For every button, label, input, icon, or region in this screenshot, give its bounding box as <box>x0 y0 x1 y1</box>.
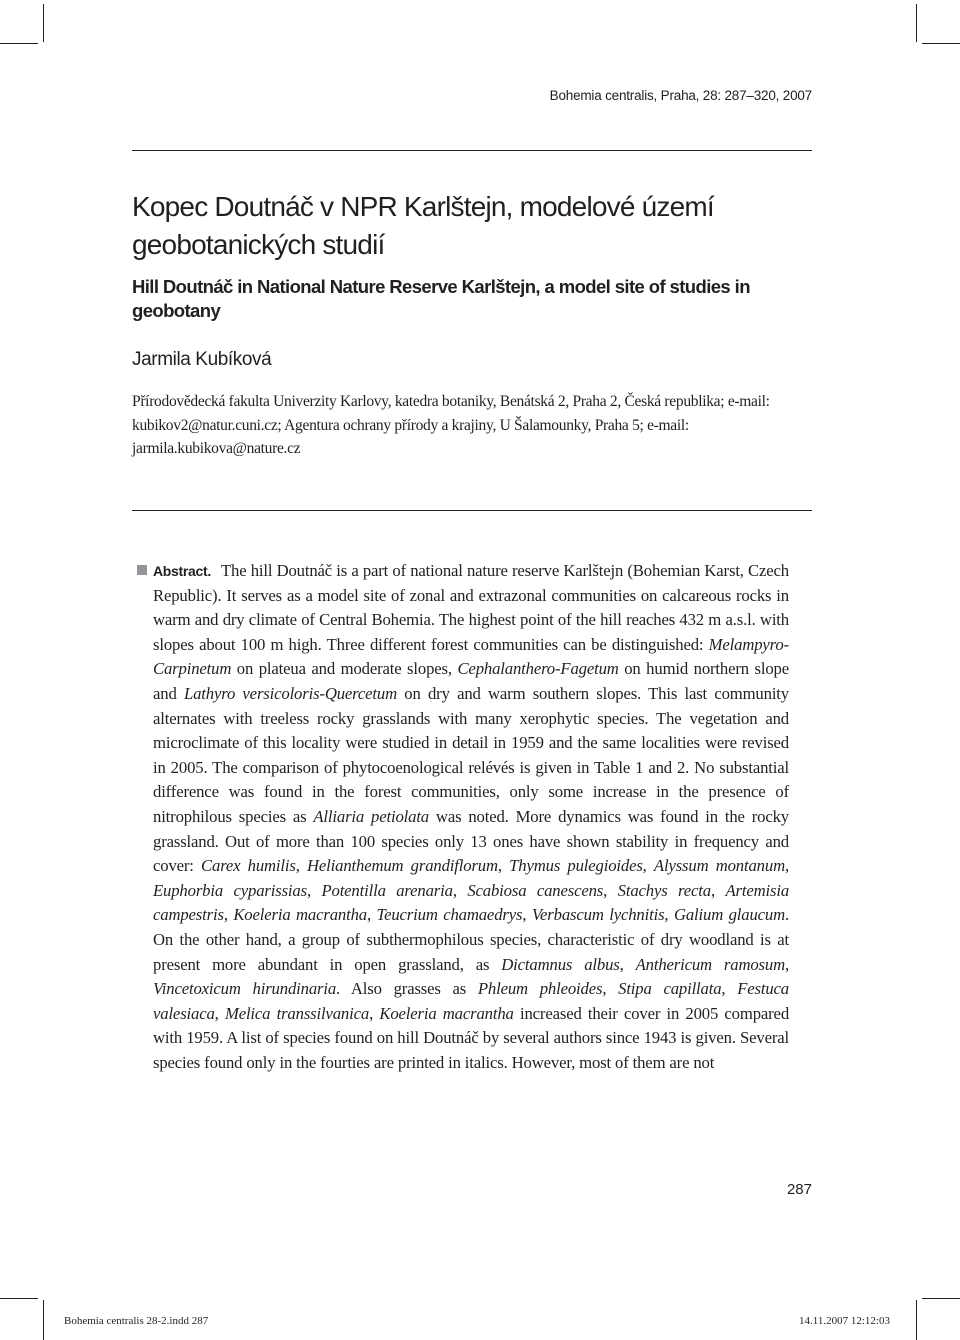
species-name: Galium glaucum <box>673 905 786 925</box>
species-name: Lathyro versicoloris-Quercetum <box>183 683 397 703</box>
abstract-text: on humid northern slope and <box>153 659 789 703</box>
abstract-text: , <box>497 856 510 876</box>
abstract-text: was noted. More dynamics was found in the rocky grassland. Out of more than 100 species only 13 ones have shown stability in frequency and cover: <box>153 806 789 876</box>
crop-mark <box>0 43 38 44</box>
species-name: Artemisia campestris <box>153 880 790 925</box>
species-name: Koeleria macrantha <box>379 1003 514 1023</box>
abstract-text: , <box>295 856 307 876</box>
species-name: Melica transsilvanica <box>224 1003 370 1023</box>
crop-mark <box>916 1300 917 1340</box>
slug-filename: Bohemia centralis 28-2.indd 287 <box>64 1315 209 1327</box>
abstract-text: , <box>223 905 234 925</box>
abstract-body <box>153 561 789 1072</box>
abstract-text: , <box>642 856 654 876</box>
abstract-label: Abstract. <box>153 563 211 579</box>
abstract-text: , <box>214 1003 225 1023</box>
species-name: Stachys recta <box>617 880 711 900</box>
page-number: 287 <box>786 1181 812 1198</box>
abstract <box>153 559 789 1075</box>
abstract-text: , <box>721 979 738 999</box>
abstract-text: , <box>784 856 790 876</box>
abstract-text: on plateua and moderate slopes, <box>231 659 458 679</box>
header-rule <box>132 150 812 151</box>
journal-reference: Bohemia centralis, Praha, 28: 287–320, 2007 <box>549 88 812 103</box>
abstract-text: , <box>452 880 468 900</box>
species-name: Cephalanthero-Fagetum <box>457 659 619 679</box>
crop-mark <box>43 1300 44 1340</box>
abstract-text: , <box>603 880 618 900</box>
species-name: Melampyro-Carpinetum <box>153 634 789 679</box>
abstract-text: , <box>522 905 532 925</box>
crop-mark <box>916 4 917 42</box>
title-english: Hill Doutnáč in National Nature Reserve Karlštejn, a model site of studies in geobotany <box>132 276 750 321</box>
species-name: Helianthemum grandiflorum <box>307 856 498 876</box>
species-name: Alliaria petiolata <box>313 806 429 826</box>
abstract-text: , <box>306 880 322 900</box>
abstract-rule <box>132 510 812 511</box>
crop-mark <box>922 43 960 44</box>
title-czech: Kopec Doutnáč v NPR Karlštejn, modelové území geobotanických studií <box>132 191 714 260</box>
abstract-text: increased their cover in 2005 compared with 1959. A list of species found on hill Doutnáč by several authors since 1943 is given. Several species found only in the fourties are printed in italics. However, most of them are not <box>153 1003 790 1072</box>
species-name: Phleum phleoides <box>477 979 603 999</box>
author-name: Jarmila Kubíková <box>132 349 272 370</box>
species-name: Festuca valesiaca <box>153 979 789 1023</box>
species-name: Thymus pulegioides <box>509 856 643 876</box>
abstract-text: , <box>710 880 726 900</box>
crop-mark <box>43 4 44 42</box>
species-name: Teucrium chamaedrys <box>376 905 523 925</box>
species-name: Scabiosa canescens <box>467 880 604 900</box>
abstract-text: , <box>664 905 674 925</box>
species-name: Koeleria macrantha <box>233 905 367 925</box>
crop-mark <box>922 1298 960 1299</box>
abstract-text: , <box>369 1003 380 1023</box>
species-name: Anthericum ramosum <box>635 954 785 974</box>
slug-timestamp: 14.11.2007 12:12:03 <box>799 1315 890 1327</box>
abstract-text: on dry and warm southern slopes. This last community alternates with treeless rocky grasslands with many xerophytic species. The vegetation and microclimate of this locality were studied in detail in 1959 and the same localities were revised in 2005. The comparison of phytocoenological relévés is given in Table 1 and 2. No substantial difference was found in the forest communities, only some increase in the presence of nitrophilous species as <box>153 683 789 826</box>
affiliation: Přírodovědecká fakulta Univerzity Karlovy, katedra botaniky, Benátská 2, Praha 2, Česká republika; e-mail: kubikov2@natur.cuni.cz; Agentura ochrany přírody a krajiny, U Šalamounky, Praha 5; e-mail: jarmila.kubikova@nature.cz <box>132 393 770 457</box>
square-bullet-icon <box>137 565 147 575</box>
species-name: Verbascum lychnitis <box>531 905 665 925</box>
species-name: Carex humilis <box>201 856 296 876</box>
crop-mark <box>0 1298 38 1299</box>
abstract-text: , <box>784 954 790 974</box>
species-name: Euphorbia cyparissias <box>153 880 307 900</box>
abstract-text: , <box>602 979 619 999</box>
abstract-text: . On the other hand, a group of subthermophilous species, characteristic of dry woodland is at present more abundant in open grassland, as <box>153 905 790 974</box>
abstract-text: . Also grasses as <box>336 979 478 999</box>
abstract-text: , <box>366 905 377 925</box>
abstract-text: The hill Doutnáč is a part of national nature reserve Karlštejn (Bohemian Karst, Czech Republic). It serves as a model site of zonal and extrazonal communities on calcareous rocks in warm and dry climate of Central Bohemia. The highest point of the hill reaches 432 m a.s.l. with slopes about 100 m high. Three different forest communities can be distinguished: <box>153 561 789 654</box>
species-name: Potentilla arenaria <box>321 880 453 900</box>
species-name: Stipa capillata <box>618 979 722 999</box>
species-name: Dictamnus albus <box>501 954 620 974</box>
species-name: Alyssum montanum <box>653 856 785 876</box>
species-name: Vincetoxicum hirundinaria <box>153 979 337 999</box>
abstract-text: , <box>619 954 636 974</box>
